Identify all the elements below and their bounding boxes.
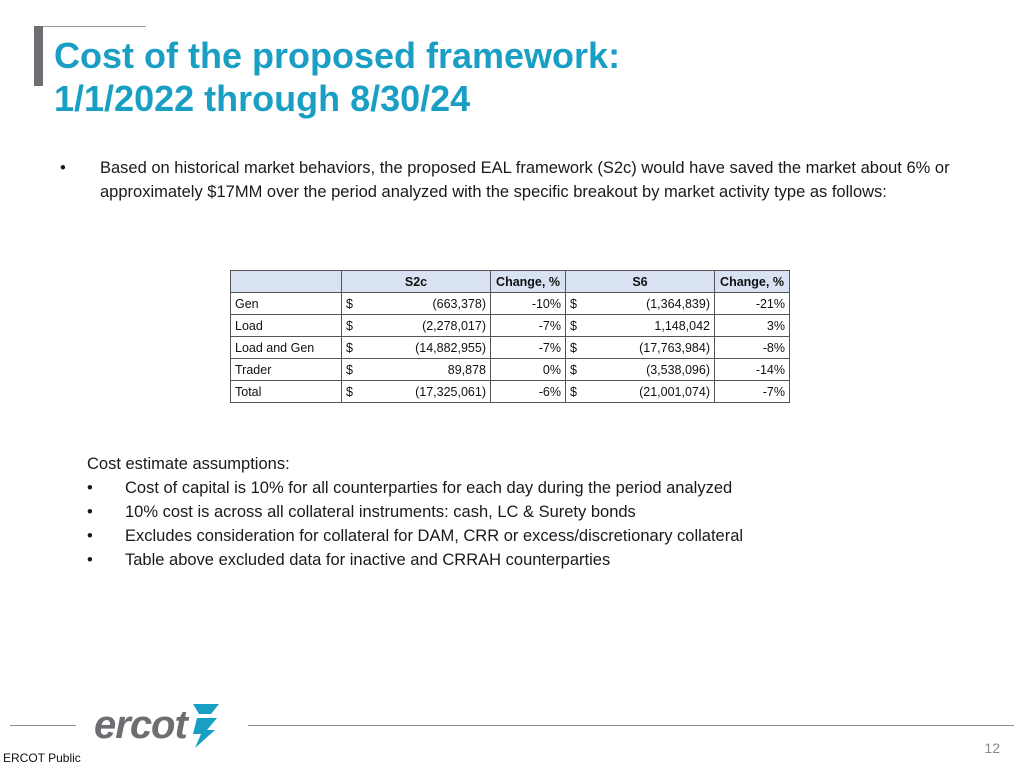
amount-value: (17,325,061) [415,384,486,399]
s2c-amount [342,293,491,315]
table-row [231,359,790,381]
assumption-text: 10% cost is across all collateral instruments: cash, LC & Surety bonds [125,503,636,521]
currency-symbol: $ [570,340,577,355]
title-accent-bar [34,26,43,86]
row-label: Gen [231,293,342,315]
page-title [54,34,620,120]
s6-amount [566,315,715,337]
s2c-change: -6% [491,381,566,403]
amount-value: 89,878 [447,362,486,377]
list-item [87,476,947,500]
s6-change: -14% [715,359,790,381]
s6-change: 3% [715,315,790,337]
row-label: Load [231,315,342,337]
currency-symbol: $ [346,384,353,399]
table-row [231,337,790,359]
assumption-text: Cost of capital is 10% for all counterparties for each day during the period analyzed [125,479,733,497]
currency-symbol: $ [346,296,353,311]
s2c-amount [342,315,491,337]
s6-change: -8% [715,337,790,359]
intro-text: Based on historical market behaviors, the proposed EAL framework (S2c) would have saved the market about 6% or approximately $17MM over the period analyzed with the specific breakout by market activity type as follows: [100,159,950,201]
classification-label: ERCOT Public [3,751,81,765]
currency-symbol: $ [346,362,353,377]
assumptions-list [87,476,947,572]
ercot-logo [94,698,223,752]
header-corner [231,271,342,293]
amount-value: (1,364,839) [646,296,710,311]
currency-symbol: $ [570,318,577,333]
s2c-change: -7% [491,337,566,359]
header-s2c: S2c [342,271,491,293]
assumptions-heading: Cost estimate assumptions: [87,455,290,473]
s6-amount [566,381,715,403]
s2c-change: -7% [491,315,566,337]
amount-value: (14,882,955) [415,340,486,355]
assumption-text: Table above excluded data for inactive and CRRAH counterparties [125,551,611,569]
amount-value: (21,001,074) [639,384,710,399]
currency-symbol: $ [346,340,353,355]
s6-amount [566,337,715,359]
s2c-amount [342,381,491,403]
currency-symbol: $ [346,318,353,333]
intro-paragraph [60,156,970,204]
row-label: Trader [231,359,342,381]
row-label: Total [231,381,342,403]
logo-text: ercot [94,703,187,747]
table-row [231,315,790,337]
currency-symbol: $ [570,362,577,377]
table-row [231,293,790,315]
s6-change: -7% [715,381,790,403]
table-header-row [231,271,790,293]
s6-amount [566,359,715,381]
assumptions-section [87,452,947,572]
header-s6: S6 [566,271,715,293]
s6-amount [566,293,715,315]
amount-value: (663,378) [432,296,486,311]
amount-value: 1,148,042 [654,318,710,333]
list-item [87,500,947,524]
s2c-amount [342,337,491,359]
title-line-2: 1/1/2022 through 8/30/24 [54,78,471,119]
amount-value: (3,538,096) [646,362,710,377]
s2c-amount [342,359,491,381]
table-row [231,381,790,403]
s6-change: -21% [715,293,790,315]
cost-breakdown-table [230,270,790,403]
bullet-icon: • [87,527,93,545]
lightning-bolt-icon [189,700,223,750]
amount-value: (17,763,984) [639,340,710,355]
currency-symbol: $ [570,296,577,311]
title-top-rule [34,26,146,27]
bullet-icon: • [87,479,93,497]
assumption-text: Excludes consideration for collateral for DAM, CRR or excess/discretionary collateral [125,527,744,545]
s2c-change: 0% [491,359,566,381]
header-s6-change: Change, % [715,271,790,293]
header-s2c-change: Change, % [491,271,566,293]
amount-value: (2,278,017) [422,318,486,333]
footer-divider-left [10,725,76,726]
footer-divider-right [248,725,1014,726]
page-number: 12 [984,740,1000,756]
currency-symbol: $ [570,384,577,399]
s2c-change: -10% [491,293,566,315]
list-item [87,524,947,548]
bullet-icon: • [87,551,93,569]
bullet-icon: • [60,159,66,177]
row-label: Load and Gen [231,337,342,359]
list-item [87,548,947,572]
title-line-1: Cost of the proposed framework: [54,35,621,76]
bullet-icon: • [87,503,93,521]
